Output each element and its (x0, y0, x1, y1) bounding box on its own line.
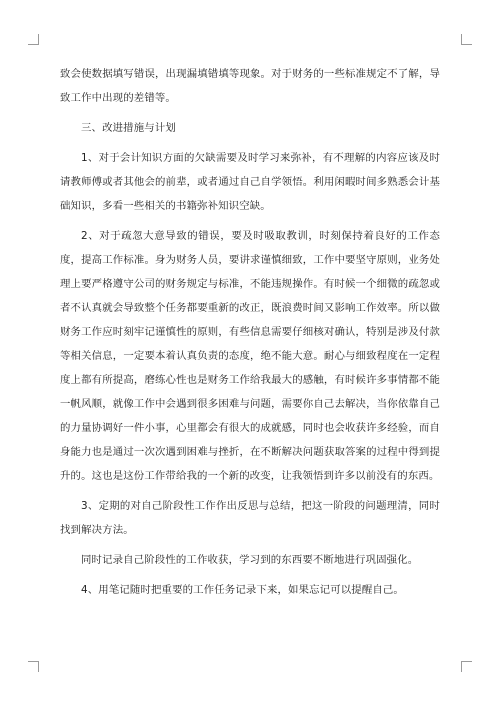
crop-mark-bottom-right (461, 661, 472, 672)
crop-mark-top-right (461, 34, 472, 45)
crop-mark-top-left (28, 34, 39, 45)
paragraph-item-4: 4、用笔记随时把重要的工作任务记录下来，如果忘记可以提醒自己。 (81, 584, 404, 596)
paragraph-item-3: 3、定期的对自己阶段性工作作出反思与总结，把这一阶段的问题理清，同时找到解决方法。 (60, 500, 440, 536)
document-body (60, 62, 440, 602)
paragraph-note: 同时记录自己阶段性的工作收获，学习到的东西要不断地进行巩固强化。 (81, 554, 419, 566)
crop-mark-bottom-left (28, 661, 39, 672)
paragraph-item-2: 2、对于疏忽大意导致的错误，要及时吸取教训，时刻保持着良好的工作态度，提高工作标准。身为财务人员，要讲求谨慎细致，工作中要坚守原则，业务处理上要严格遵守公司的财务规定与标准，不能违规操作。有时候一个细微的疏忽或者不认真就会导致整个任务都要重新的改正，既浪费时间又影响工作效率。所以做财务工作应时刻牢记谨慎性的原则，有些信息需要仔细核对确认，特别是涉及付款等相关信息，一定要本着认真负责的态度，绝不能大意。耐心与细致程度在一定程度上都有所提高，磨练心性也是财务工作给我最大的感触，有时候许多事情都不能一帆风顺，就像工作中会遇到很多困难与问题，需要你自己去解决，当你依靠自己的力量协调好一件小事，心里都会有很大的成就感，同时也会收获许多经验，而自身能力也是通过一次次遇到困难与挫折，在不断解决问题获取答案的过程中得到提升的。这也是这份工作带给我的一个新的改变，让我领悟到许多以前没有的东西。 (60, 230, 440, 482)
paragraph-continuation: 致会使数据填写错误，出现漏填错填等现象。对于财务的一些标准规定不了解，导致工作中出现的差错等。 (60, 68, 440, 104)
paragraph-item-1: 1、对于会计知识方面的欠缺需要及时学习来弥补，有不理解的内容应该及时请教师傅或者其他会的前辈，或者通过自己自学领悟。利用闲暇时间多熟悉会计基础知识，多看一些相关的书籍弥补知识空缺。 (60, 152, 440, 212)
section-heading: 三、改进措施与计划 (81, 122, 176, 134)
